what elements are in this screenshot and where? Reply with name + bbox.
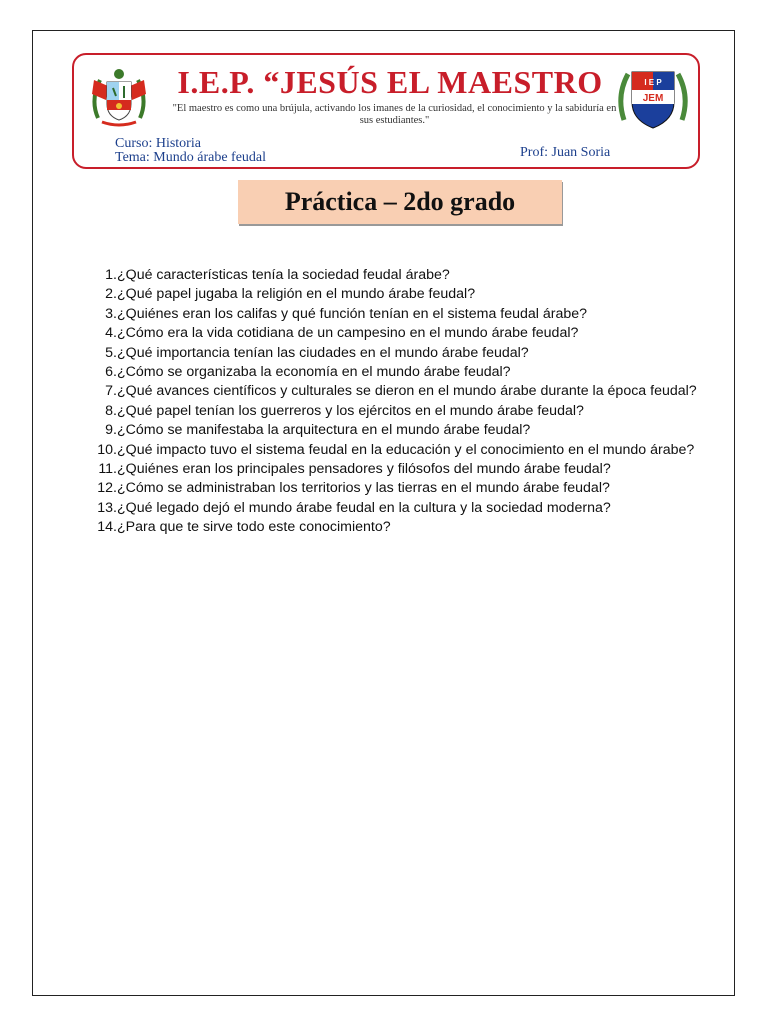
question-number: 12.	[97, 480, 117, 497]
question-text: ¿Qué impacto tuvo el sistema feudal en la educación y el conocimiento en el mundo árabe?	[117, 441, 695, 458]
question-text: ¿Quiénes eran los califas y qué función tenían en el sistema feudal árabe?	[117, 305, 588, 322]
school-title: I.E.P. “JESÚS EL MAESTRO	[177, 64, 603, 100]
question-number: 14.	[97, 519, 117, 536]
question-text: ¿Cómo se manifestaba la arquitectura en el mundo árabe feudal?	[117, 422, 531, 439]
question-number: 3.	[105, 305, 117, 322]
question-number: 5.	[105, 344, 117, 361]
question-number: 1.	[105, 267, 117, 283]
question-number: 10.	[97, 441, 117, 458]
question-item	[90, 305, 710, 324]
question-number: 8.	[105, 402, 117, 419]
question-text: ¿Qué papel tenían los guerreros y los ejércitos en el mundo árabe feudal?	[117, 402, 584, 419]
question-item	[90, 421, 710, 440]
question-number: 9.	[105, 422, 117, 439]
question-text: ¿Quiénes eran los principales pensadores y filósofos del mundo árabe feudal?	[117, 461, 611, 478]
professor-label: Prof: Juan Soria	[520, 145, 611, 160]
question-text: ¿Cómo se organizaba la economía en el mundo árabe feudal?	[117, 364, 511, 381]
school-shield-logo-icon	[616, 66, 690, 132]
logo-jem-text: JEM	[642, 93, 664, 104]
question-item	[90, 460, 710, 479]
practice-title: Práctica – 2do grado	[284, 187, 516, 216]
logo-top-text: I E P	[644, 78, 662, 87]
question-item	[90, 324, 710, 343]
topic-label: Tema: Mundo árabe feudal	[115, 150, 267, 165]
peru-coat-of-arms-icon	[88, 66, 150, 130]
question-number: 13.	[97, 499, 117, 516]
question-text: ¿Para que te sirve todo este conocimiento?	[117, 519, 391, 536]
question-item	[90, 441, 710, 460]
question-text: ¿Cómo era la vida cotidiana de un campesino en el mundo árabe feudal?	[117, 325, 579, 342]
question-item	[90, 382, 710, 401]
question-list	[90, 266, 710, 538]
question-number: 4.	[105, 325, 117, 342]
practice-banner	[238, 180, 562, 224]
school-motto: "El maestro es como una brújula, activando los imanes de la curiosidad, el conocimiento y la sabiduría en sus estudiantes."	[172, 103, 617, 126]
question-number: 6.	[105, 364, 117, 381]
question-item	[90, 402, 710, 421]
question-item	[90, 285, 710, 304]
question-item	[90, 363, 710, 382]
question-text: ¿Qué papel jugaba la religión en el mundo árabe feudal?	[117, 286, 476, 303]
question-item	[90, 479, 710, 498]
question-text: ¿Qué importancia tenían las ciudades en el mundo árabe feudal?	[117, 344, 529, 361]
question-text: ¿Cómo se administraban los territorios y las tierras en el mundo árabe feudal?	[117, 480, 610, 497]
question-text: ¿Qué avances científicos y culturales se dieron en el mundo árabe durante la época feudal?	[117, 383, 697, 400]
course-label: Curso: Historia	[115, 136, 201, 151]
question-number: 11.	[98, 461, 117, 478]
question-item	[90, 518, 710, 537]
question-item	[90, 499, 710, 518]
question-number: 2.	[105, 286, 117, 303]
question-item	[90, 266, 710, 285]
question-item	[90, 344, 710, 363]
question-text: ¿Qué legado dejó el mundo árabe feudal en la cultura y la sociedad moderna?	[117, 499, 611, 516]
question-text: ¿Qué características tenía la sociedad feudal árabe?	[117, 267, 450, 283]
question-number: 7.	[105, 383, 117, 400]
